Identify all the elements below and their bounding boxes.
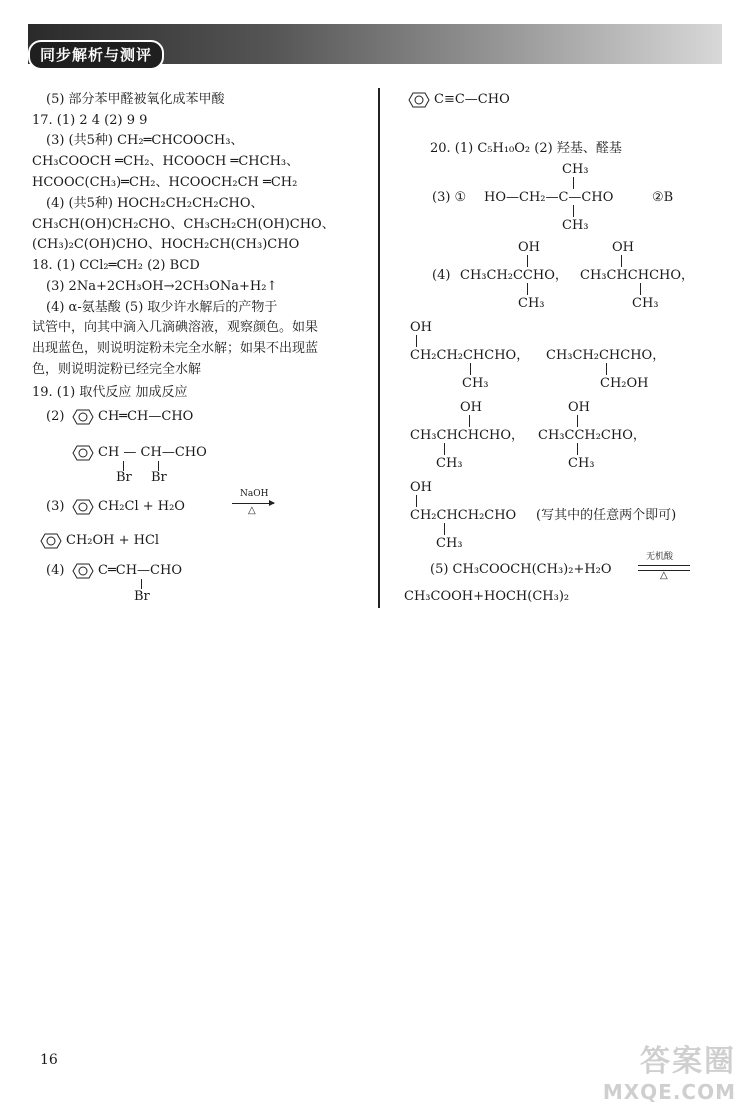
s7-oh: OH <box>410 480 432 495</box>
header-title: 同步解析与测评 <box>28 40 164 70</box>
s5-chain: CH₃CHCHCHO， <box>410 428 525 443</box>
bond-line <box>416 495 417 507</box>
q18-5c: 色，则说明淀粉已经完全水解 <box>32 362 202 377</box>
bond-line <box>416 335 417 347</box>
q18-1: 18. (1) CCl₂═CH₂ (2) BCD <box>32 258 200 273</box>
q20-1: 20. (1) C₅H₁₀O₂ (2) 羟基、醛基 <box>430 141 622 156</box>
q16-5: (5) 部分苯甲醛被氧化成苯甲酸 <box>46 92 225 107</box>
s3-oh: OH <box>410 320 432 335</box>
q20-5-product: CH₃COOH+HOCH(CH₃)₂ <box>404 589 570 604</box>
q19-2-chain: CH═CH—CHO <box>98 409 194 424</box>
q17-4b: CH₃CH(OH)CH₂CHO、CH₃CH₂CH(OH)CHO、 <box>32 217 335 232</box>
s1-oh: OH <box>518 240 540 255</box>
q19-top-chain: C≡C—CHO <box>434 92 510 107</box>
q17-4c: (CH₃)₂C(OH)CHO、HOCH₂CH(CH₃)CHO <box>32 237 300 252</box>
bond-line <box>141 579 142 589</box>
q20-4-label: (4) <box>432 268 451 283</box>
bond-line <box>577 443 578 455</box>
bond-line <box>470 363 471 375</box>
page-number: 16 <box>40 1052 58 1068</box>
bond-line <box>573 205 574 217</box>
q19-4-chain: C═CH—CHO <box>98 563 182 578</box>
s1-chain: CH₃CH₂CCHO， <box>460 268 568 283</box>
bond-line <box>640 283 641 295</box>
q18-5a: 试管中，向其中滴入几滴碘溶液，观察颜色。如果 <box>32 320 319 335</box>
s3-ch3: CH₃ <box>462 376 489 391</box>
s5-oh: OH <box>460 400 482 415</box>
s6-ch3: CH₃ <box>568 456 595 471</box>
q20-3-label: (3) ① <box>432 190 467 205</box>
q18-5b: 出现蓝色，则说明淀粉未完全水解；如果不出现蓝 <box>32 341 319 356</box>
benzene-ring-icon <box>72 409 94 425</box>
q19-4-label: (4) <box>46 563 65 578</box>
q20-3-ch3-top: CH₃ <box>562 162 589 177</box>
column-divider <box>378 88 380 608</box>
bond-line <box>527 255 528 267</box>
q19-2b-chain: CH — CH—CHO <box>98 445 207 460</box>
q19-4-br: Br <box>134 589 150 604</box>
q19-3-eq: CH₂Cl + H₂O <box>98 499 185 514</box>
watermark-line2: MXQE.COM <box>602 1080 736 1104</box>
s6-oh: OH <box>568 400 590 415</box>
s3-chain: CH₂CH₂CHCHO， <box>410 348 530 363</box>
s1-ch3: CH₃ <box>518 296 545 311</box>
q19-3-label: (3) <box>46 499 65 514</box>
q19-3-cond-top: NaOH <box>240 489 269 499</box>
s7-chain: CH₂CHCH₂CHO <box>410 508 517 523</box>
bond-line <box>573 177 574 189</box>
q17-4a: (4) (共5种) HOCH₂CH₂CH₂CHO、 <box>46 196 264 211</box>
q19-3-product: CH₂OH + HCl <box>66 533 160 548</box>
bond-line <box>606 363 607 375</box>
s4-sub: CH₂OH <box>600 376 649 391</box>
q17-3c: HCOOC(CH₃)═CH₂、HCOOCH₂CH ═CH₂ <box>32 175 298 190</box>
s5-ch3: CH₃ <box>436 456 463 471</box>
q19-1: 19. (1) 取代反应 加成反应 <box>32 385 188 400</box>
bond-line <box>444 523 445 535</box>
s4-chain: CH₃CH₂CHCHO， <box>546 348 666 363</box>
q17-1: 17. (1) 2 4 (2) 9 9 <box>32 113 148 128</box>
s2-chain: CH₃CHCHCHO， <box>580 268 695 283</box>
bond-line <box>444 443 445 455</box>
q20-5-eq: (5) CH₃COOCH(CH₃)₂+H₂O <box>430 562 612 577</box>
reaction-arrow <box>232 503 274 504</box>
s7-note: (写其中的任意两个即可) <box>536 508 677 523</box>
q20-3-b: ②B <box>652 190 674 205</box>
q20-3-ch3-bottom: CH₃ <box>562 218 589 233</box>
s7-ch3: CH₃ <box>436 536 463 551</box>
q20-5-cond-bottom: △ <box>660 570 668 581</box>
q19-br2: Br <box>151 470 167 485</box>
bond-line <box>527 283 528 295</box>
q19-2-label: (2) <box>46 409 65 424</box>
q20-5-cond-top: 无机酸 <box>646 552 674 562</box>
benzene-ring-icon <box>40 533 62 549</box>
s2-ch3: CH₃ <box>632 296 659 311</box>
q18-4: (4) α-氨基酸 (5) 取少许水解后的产物于 <box>46 300 278 315</box>
benzene-ring-icon <box>408 92 430 108</box>
benzene-ring-icon <box>72 445 94 461</box>
q19-br1: Br <box>116 470 132 485</box>
benzene-ring-icon <box>72 499 94 515</box>
q17-3a: (3) (共5种) CH₂═CHCOOCH₃、 <box>46 133 244 148</box>
q20-3-chain: HO—CH₂—C—CHO <box>484 190 614 205</box>
bond-line <box>621 255 622 267</box>
bond-line <box>577 415 578 427</box>
watermark-line1: 答案圈 <box>640 1044 736 1079</box>
q18-3: (3) 2Na+2CH₃OH→2CH₃ONa+H₂↑ <box>46 279 278 294</box>
q19-3-cond-bottom: △ <box>248 505 256 516</box>
s2-oh: OH <box>612 240 634 255</box>
watermark <box>603 1036 736 1104</box>
bond-line <box>469 415 470 427</box>
s6-chain: CH₃CCH₂CHO， <box>538 428 646 443</box>
benzene-ring-icon <box>72 563 94 579</box>
q17-3b: CH₃COOCH ═CH₂、HCOOCH ═CHCH₃、 <box>32 154 300 169</box>
